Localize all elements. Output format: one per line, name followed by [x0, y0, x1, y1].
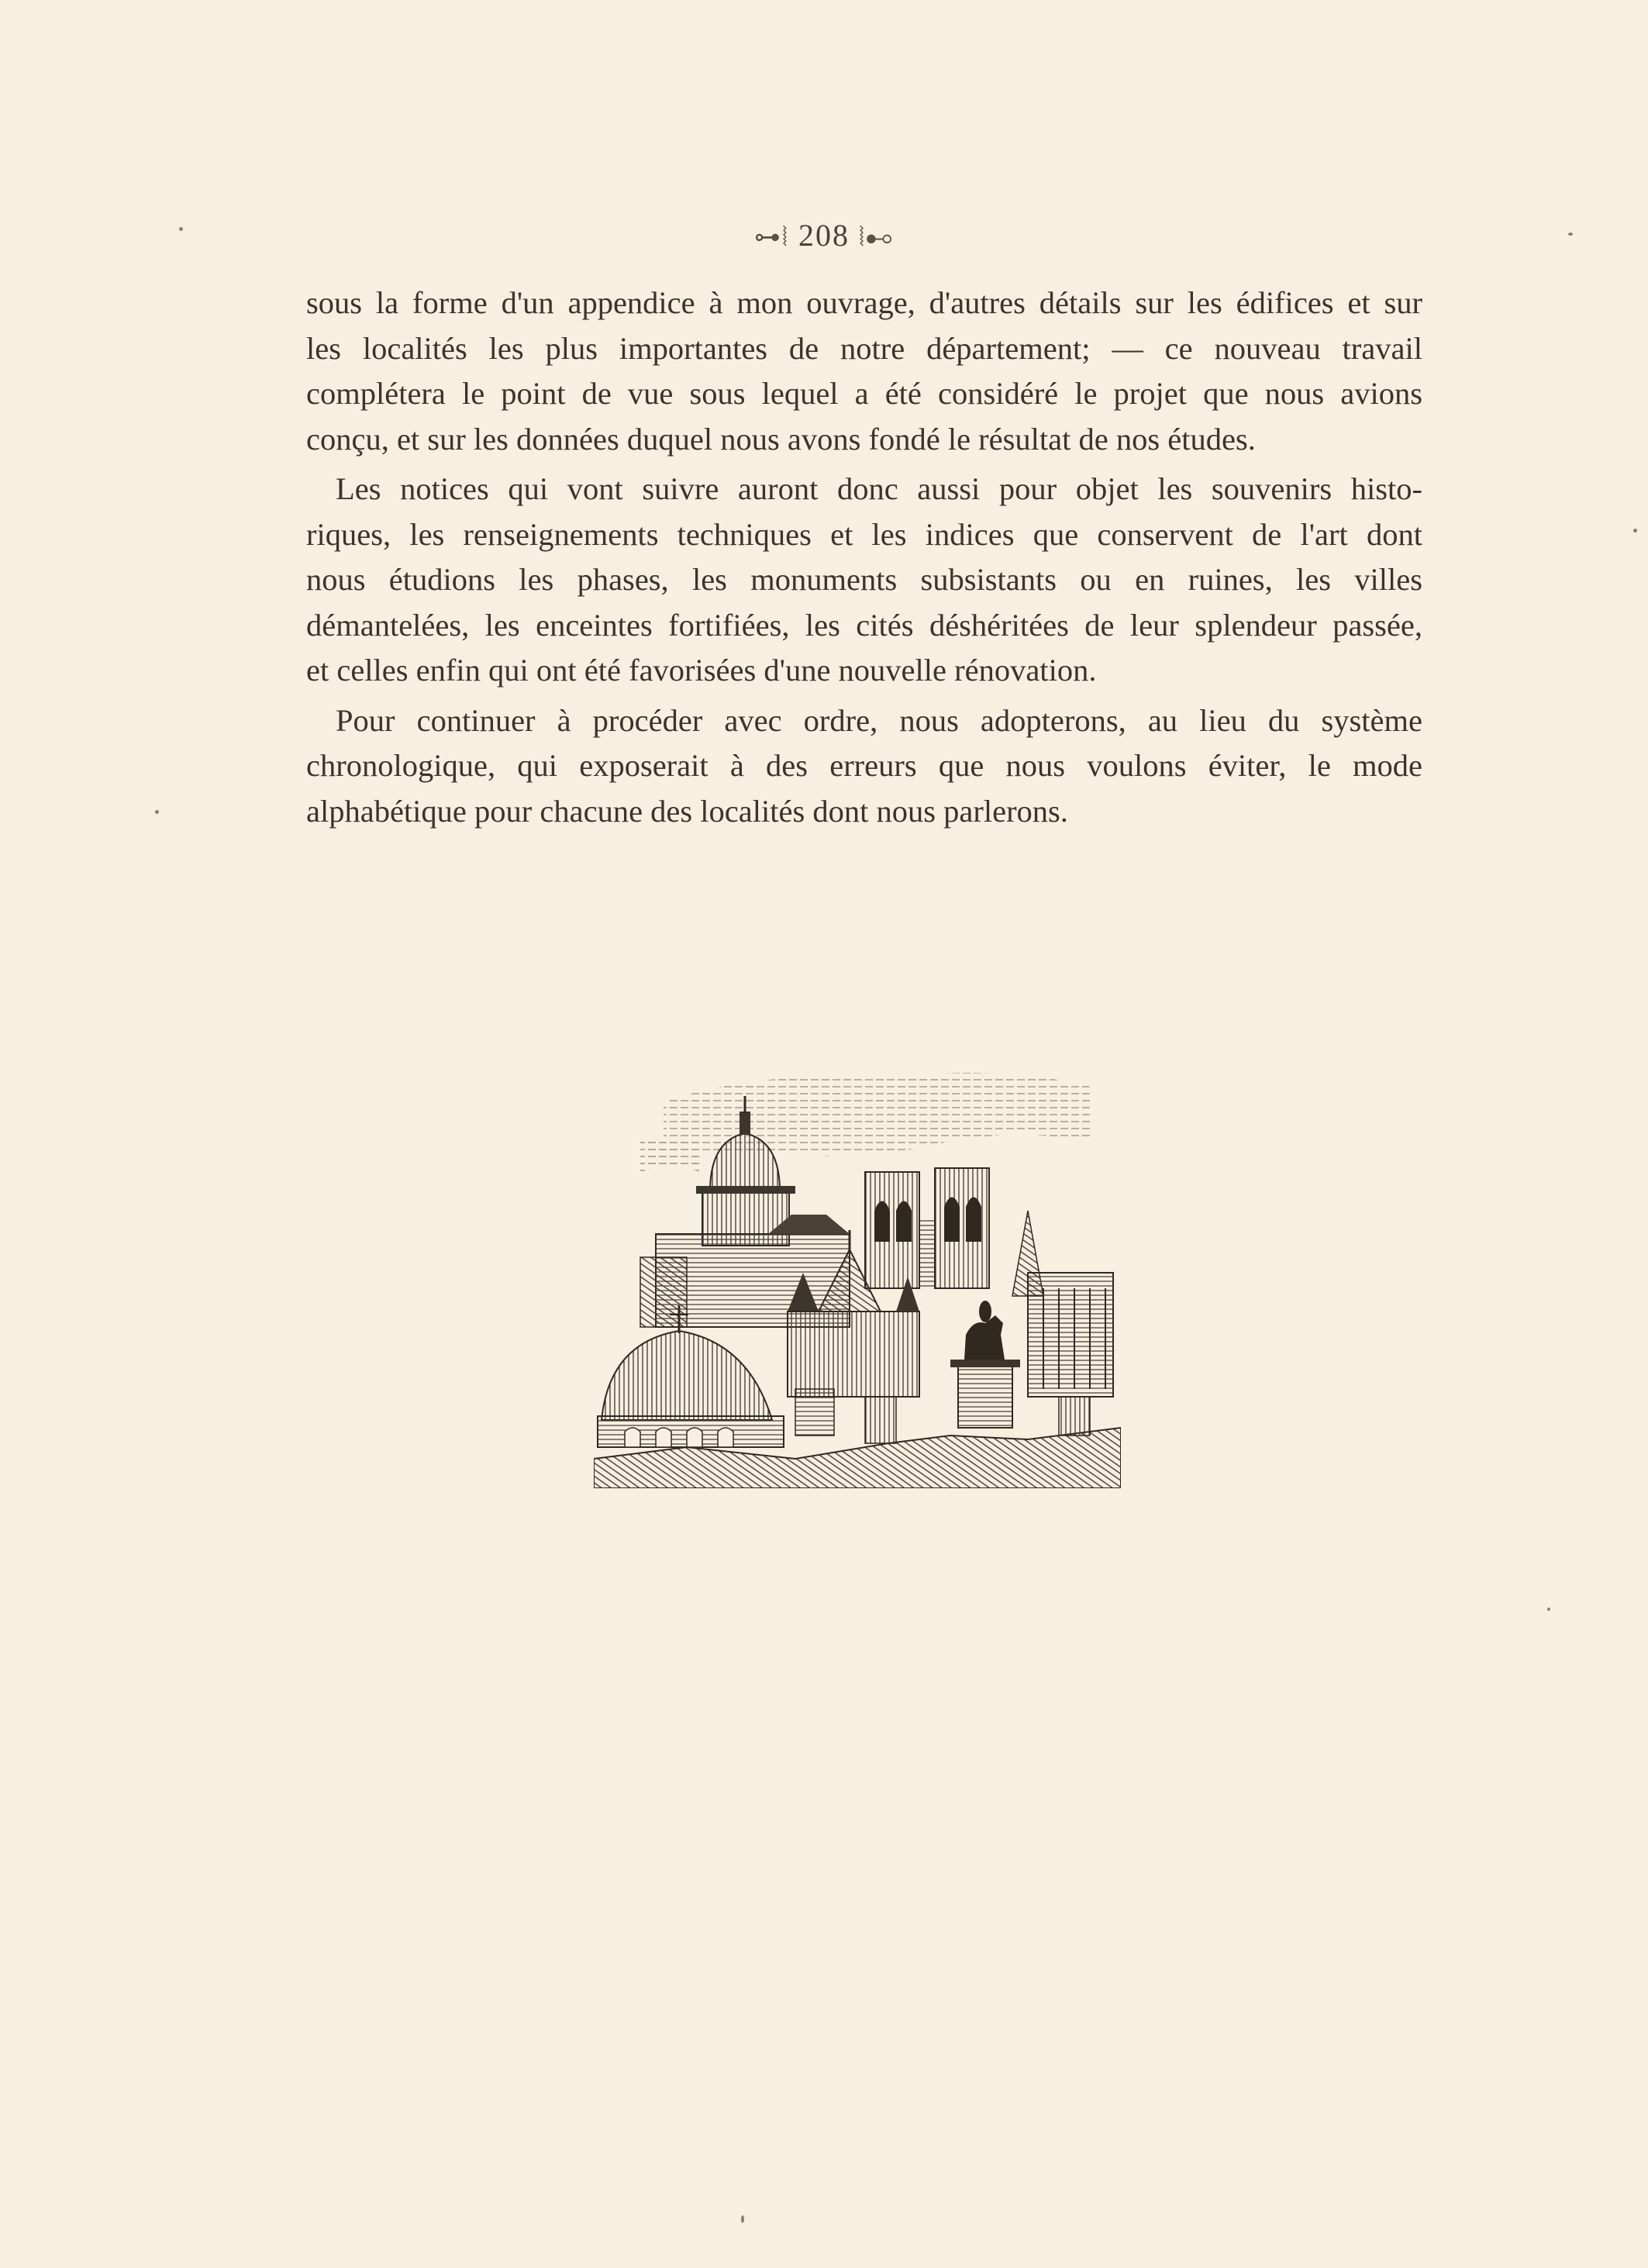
paper-speck — [1547, 1608, 1550, 1611]
text-line: riques, les renseignements techniques et les indices que conservent de l'art dont — [306, 516, 1422, 552]
paragraph-3 — [306, 698, 1422, 835]
text-line: conçu, et sur les données duquel nous avons fondé le résultat de nos études. — [306, 421, 1256, 457]
text-line: sous la forme d'un appendice à mon ouvrage, d'autres détails sur les édifices et sur — [306, 285, 1422, 320]
engraving-paris-monuments-icon — [594, 1056, 1121, 1488]
body-text — [306, 281, 1422, 839]
text-line: et celles enfin qui ont été favorisées d'une nouvelle rénovation. — [306, 653, 1097, 688]
text-line: complétera le point de vue sous lequel a été considéré le projet que nous avions — [306, 376, 1422, 411]
text-line: démantelées, les enceintes fortifiées, les cités déshéritées de leur splendeur passée, — [306, 607, 1422, 643]
paper-speck — [179, 227, 183, 231]
paper-speck — [1568, 233, 1573, 236]
paper-speck — [741, 2215, 744, 2223]
text-line: nous étudions les phases, les monuments subsistants ou en ruines, les villes — [306, 562, 1422, 597]
text-line: chronologique, qui exposerait à des erreurs que nous voulons éviter, le mode — [306, 748, 1422, 783]
paper-speck — [1633, 529, 1637, 533]
page-number: 208 — [798, 218, 850, 253]
ornament-right-icon: ⦚⊷ — [859, 223, 895, 252]
ornament-left-icon: ⊶⦚ — [753, 223, 789, 252]
paper-speck — [155, 810, 159, 814]
page-header — [0, 217, 1648, 253]
text-line: Les notices qui vont suivre auront donc aussi pour objet les souvenirs histo- — [336, 471, 1422, 506]
text-line: alphabétique pour chacune des localités dont nous parlerons. — [306, 793, 1068, 829]
paragraph-2 — [306, 467, 1422, 694]
paragraph-1 — [306, 281, 1422, 462]
text-line: Pour continuer à procéder avec ordre, nous adopterons, au lieu du système — [336, 702, 1422, 738]
text-line: les localités les plus importantes de notre département; — ce nouveau travail — [306, 330, 1422, 366]
